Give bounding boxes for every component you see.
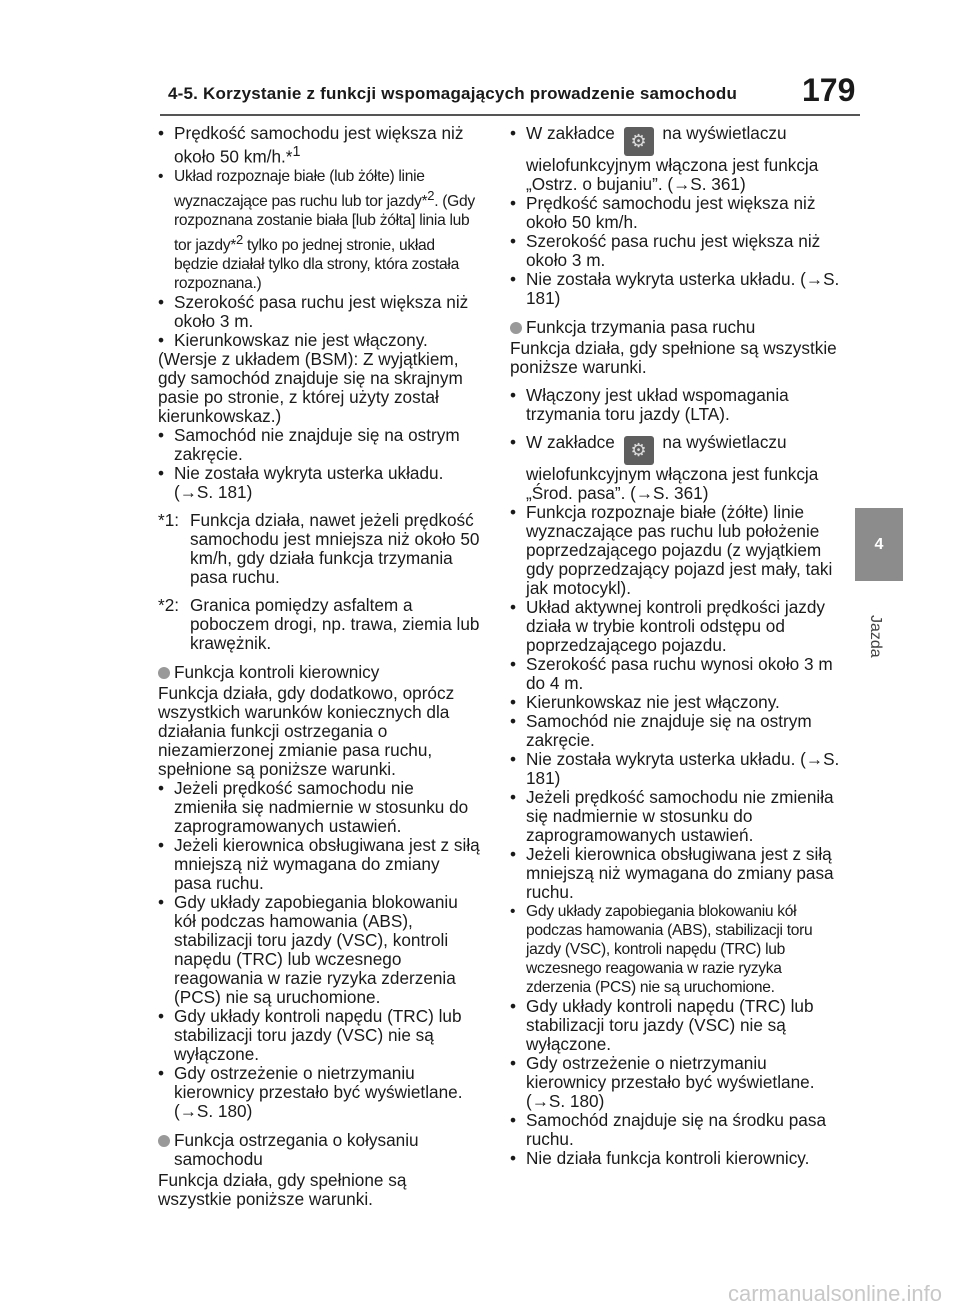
- list-item: • Gdy układy kontroli napędu (TRC) lub stabilizacji toru jazdy (VSC) nie są wyłączone.: [510, 997, 840, 1054]
- section-heading: Funkcja kontroli kierownicy: [158, 663, 480, 682]
- list-item: • Funkcja rozpoznaje białe (żółte) linie wyznaczające pas ruchu lub położenie poprzedzającego pojazdu (z wyjątkiem gdy poprzedzający pojazd jest mały, taki jak motocykl).: [510, 503, 840, 598]
- list-item: • Gdy układy zapobiegania blokowaniu kół podczas hamowania (ABS), stabilizacji toru jazdy (VSC), kontroli napędu (TRC) lub wczesnego reagowania w razie ryzyka zderzenia (PCS) nie są uruchomione.: [510, 902, 840, 997]
- list-item: • Jeżeli kierownica obsługiwana jest z siłą mniejszą niż wymagana do zmiany pasa ruchu.: [510, 845, 840, 902]
- page-number: 179: [802, 72, 856, 108]
- list-item: • Nie została wykryta usterka układu. (→S. 181): [510, 750, 840, 788]
- list-item: • Nie działa funkcja kontroli kierownicy.: [510, 1149, 840, 1168]
- watermark: carmanualsonline.info: [727, 1281, 942, 1306]
- list-item: • Układ rozpoznaje białe (lub żółte) linie wyznaczające pas ruchu lub tor jazdy*$^2$. (Gdy rozpoznana zostanie biała [lub żółta] linia lub tor jazdy*$^2$ tylko po jednej stronie, układ będzie działał tylko dla strony, która została rozpoznana.): [158, 167, 480, 293]
- list-item: • Nie została wykryta usterka układu. (→S. 181): [510, 270, 840, 308]
- right-column: [510, 124, 840, 1168]
- list-item: • Włączony jest układ wspomagania trzymania toru jazdy (LTA).: [510, 386, 840, 424]
- list-item: • Prędkość samochodu jest większa niż około 50 km/h.: [510, 194, 840, 232]
- list-item: • Jeżeli prędkość samochodu nie zmieniła się nadmiernie w stosunku do zaprogramowanych ustawień.: [510, 788, 840, 845]
- list-item: • Gdy układy zapobiegania blokowaniu kół podczas hamowania (ABS), stabilizacji toru jazdy (VSC), kontroli napędu (TRC) lub wczesnego reagowania w razie ryzyka zderzenia (PCS) nie są uruchomione.: [158, 893, 480, 1007]
- paragraph: Funkcja działa, gdy spełnione są wszystkie poniższe warunki.: [158, 1170, 407, 1210]
- bsm-note: (Wersje z układem (BSM): Z wyjątkiem, gdy samochód znajduje się na skrajnym pasie po stronie, z której użyty został kierunkowskaz.): [158, 349, 463, 427]
- list-item: • Samochód nie znajduje się na ostrym zakręcie.: [510, 712, 840, 750]
- list-item: • Kierunkowskaz nie jest włączony.: [510, 693, 840, 712]
- footnote: *2: Granica pomiędzy asfaltem a poboczem drogi, np. trawa, ziemia lub krawężnik.: [158, 595, 480, 654]
- list-item: • Szerokość pasa ruchu jest większa niż około 3 m.: [158, 293, 480, 331]
- list-item: • Szerokość pasa ruchu wynosi około 3 m do 4 m.: [510, 655, 840, 693]
- section-heading: Funkcja trzymania pasa ruchu: [510, 318, 840, 337]
- chapter-tab: 4: [855, 508, 903, 581]
- settings-icon: ⚙: [624, 436, 654, 465]
- list-item: • Jeżeli prędkość samochodu nie zmieniła się nadmiernie w stosunku do zaprogramowanych ustawień.: [158, 779, 480, 836]
- list-item: • Gdy ostrzeżenie o nietrzymaniu kierownicy przestało być wyświetlane. (→S. 180): [510, 1054, 840, 1111]
- paragraph: Funkcja działa, gdy spełnione są wszystkie poniższe warunki.: [510, 338, 837, 377]
- list-item: • Szerokość pasa ruchu jest większa niż około 3 m.: [510, 232, 840, 270]
- list-item: • Samochód nie znajduje się na ostrym zakręcie.: [158, 426, 480, 464]
- section-title: 4-5. Korzystanie z funkcji wspomagających prowadzenie samochodu: [168, 84, 738, 103]
- paragraph: Funkcja działa, gdy dodatkowo, oprócz wszystkich warunków koniecznych dla działania funkcji ostrzegania o niezamierzonej zmianie pasa ruchu, spełnione są poniższe warunki.: [158, 683, 455, 780]
- header-divider: [160, 114, 860, 116]
- list-item: • Gdy ostrzeżenie o nietrzymaniu kierownicy przestało być wyświetlane. (→S. 180): [158, 1064, 480, 1121]
- chapter-label: Jazda: [867, 615, 884, 658]
- section-heading: Funkcja ostrzegania o kołysaniu samochodu: [158, 1131, 480, 1169]
- list-item: • W zakładce ⚙ na wyświetlaczu wielofunkcyjnym włączona jest funkcja „Ostrz. o bujaniu”. (→S. 361): [510, 124, 840, 194]
- list-item: • Jeżeli kierownica obsługiwana jest z siłą mniejszą niż wymagana do zmiany pasa ruchu.: [158, 836, 480, 893]
- list-item: • Układ aktywnej kontroli prędkości jazdy działa w trybie kontroli odstępu od poprzedzającego pojazdu.: [510, 598, 840, 655]
- footnote: *1: Funkcja działa, nawet jeżeli prędkość samochodu jest mniejsza niż około 50 km/h, gdy działa funkcja trzymania pasa ruchu.: [158, 510, 480, 588]
- list-item: • Nie została wykryta usterka układu. (→S. 181): [158, 464, 480, 502]
- list-item: • Kierunkowskaz nie jest włączony.: [158, 331, 480, 350]
- list-item: • Samochód znajduje się na środku pasa ruchu.: [510, 1111, 840, 1149]
- list-item: • Prędkość samochodu jest większa niż około 50 km/h.*$^1$: [158, 124, 480, 167]
- left-column: [158, 124, 480, 1209]
- list-item: • Gdy układy kontroli napędu (TRC) lub stabilizacji toru jazdy (VSC) nie są wyłączone.: [158, 1007, 480, 1064]
- settings-icon: ⚙: [624, 127, 654, 156]
- list-item: • W zakładce ⚙ na wyświetlaczu wielofunkcyjnym włączona jest funkcja „Środ. pasa”. (→S. 361): [510, 433, 840, 503]
